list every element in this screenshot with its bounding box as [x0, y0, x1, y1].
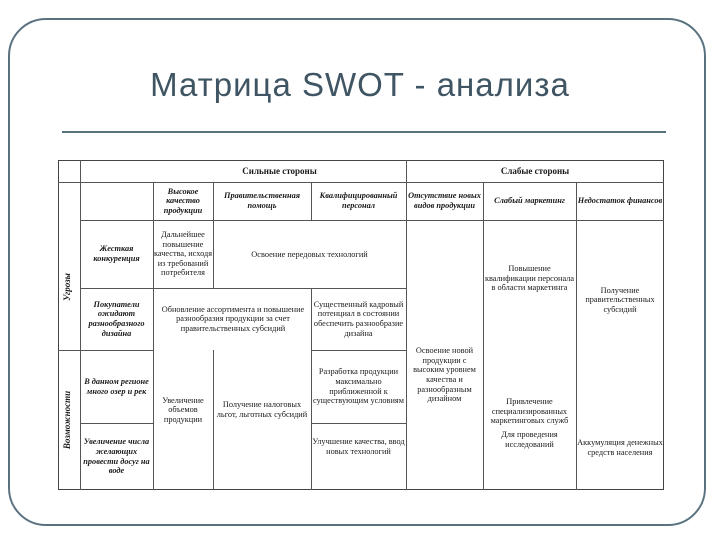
strategy-cell: Дальнейшее повышение качества, исходя из требований потребителя	[153, 230, 213, 278]
strategy-cell: Получение правительственных субсидий	[585, 285, 655, 314]
strategy-cell: Повышение квалификации персонала в области маркетинга	[484, 264, 575, 293]
strategy-cell: Для проведения исследований	[501, 430, 558, 449]
strategy-cell: Обновление ассортимента и повышение разнообразия продукции за счет правительственных субсидий	[161, 304, 305, 333]
strategy-cell: Освоение новой продукции с высоким уровнем качества и разнообразным дизайном	[413, 346, 476, 404]
strategy-cell: Освоение передовых технологий	[251, 250, 368, 259]
swot-matrix	[58, 160, 664, 490]
strategy-cell: Улучшение качества, ввод новых технологий	[312, 437, 405, 456]
threat-item: Жесткая конкуренция	[93, 244, 140, 263]
strength-item: Высокое качество продукции	[163, 186, 203, 215]
threats-label: Угрозы	[62, 273, 72, 301]
weakness-item: Слабый маркетинг	[494, 196, 565, 206]
strengths-header: Сильные стороны	[242, 165, 317, 176]
weakness-item: Недостаток финансов	[577, 196, 663, 206]
threat-item: Покупатели ожидают разнообразного дизайна	[88, 299, 145, 338]
strategy-cell: Существенный кадровый потенциал в состоянии обеспечить разнообразие дизайна	[313, 299, 404, 338]
slide-title: Матрица SWOT - анализа	[150, 66, 570, 103]
strategy-cell: Получение налоговых льгот, льготных субсидий	[216, 400, 308, 419]
strength-item: Квалифицированный персонал	[319, 191, 398, 210]
strategy-cell: Привлечение специализированных маркетинговых служб	[490, 397, 569, 426]
opportunity-item: Увеличение числа желающих провести досуг на воде	[83, 437, 150, 476]
strategy-cell: Увеличение объемов продукции	[162, 395, 204, 424]
strength-item: Правительственная помощь	[223, 191, 300, 210]
strategy-cell: Разработка продукции максимально приближенной к существующим условиям	[313, 367, 404, 406]
opportunities-label: Возможности	[62, 390, 72, 450]
title-underline	[62, 131, 666, 133]
opportunity-item: В данном регионе много озер и рек	[84, 376, 149, 396]
weaknesses-header: Слабые стороны	[500, 165, 570, 176]
strategy-cell: Аккумуляция денежных средств населения	[577, 438, 663, 457]
weakness-item: Отсутствие новых видов продукции	[408, 191, 481, 210]
